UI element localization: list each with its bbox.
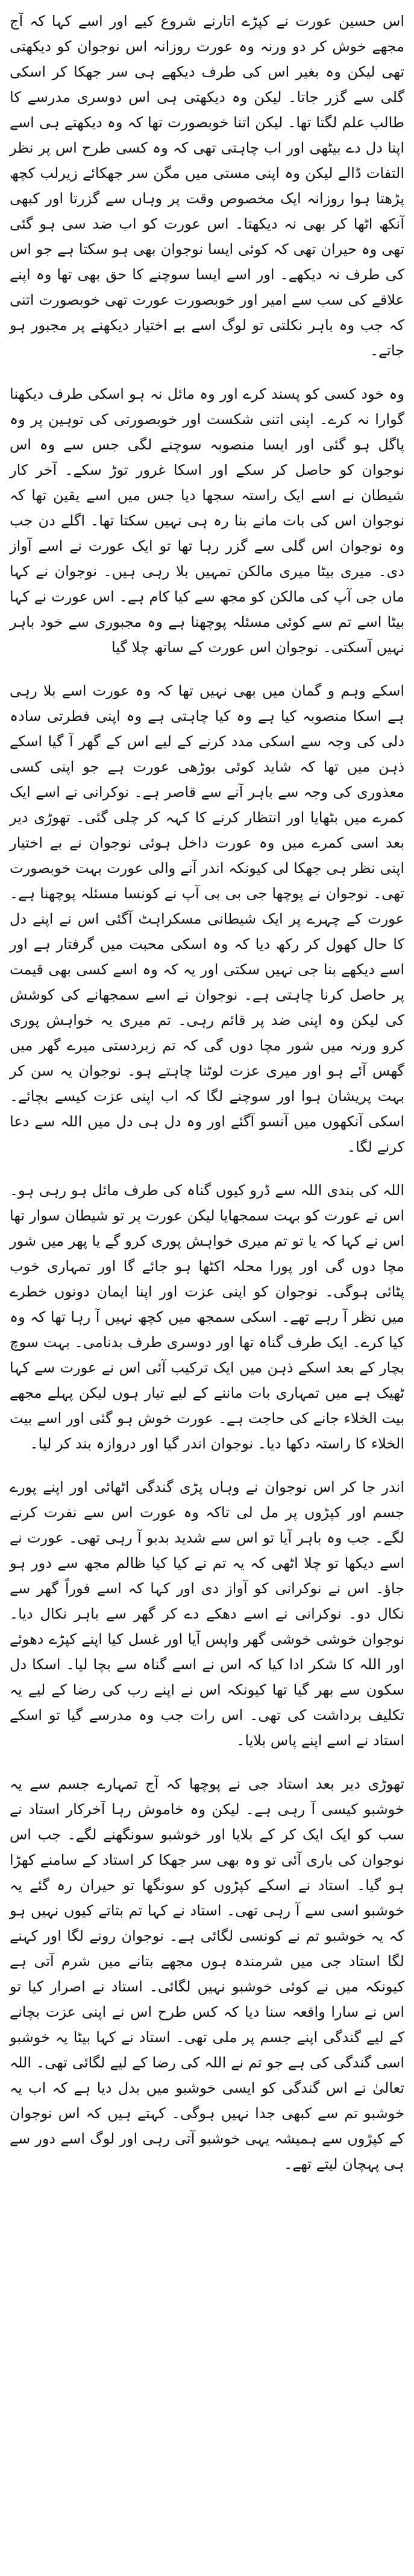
paragraph-5: اندر جا کر اس نوجوان نے وہاں پڑی گندگی اٹھائی اور اپنے پورے جسم اور کپڑوں پر مل لی تاکہ وہ عورت اس سے نفرت کرنے لگے۔ جب وہ باہر آیا تو اس سے شدید بدبو آ رہی تھی۔ عورت نے اسے دیکھا تو چلا اٹھی کہ یہ تم نے کیا کیا ظالم مجھ سے دور ہو جاؤ۔ اس نے نوکرانی کو آواز دی اور کہا کہ اسے فوراً گھر سے نکال دو۔ نوکرانی نے اسے دھکے دے کر گھر سے باہر نکال دیا۔ نوجوان خوشی خوشی گھر واپس آیا اور غسل کیا اپنے کپڑے دھوئے اور اللہ کا شکر ادا کیا کہ اس نے اسے گناہ سے بچا لیا۔ اسکا دل سکون سے بھر گیا تھا کیونکہ اس نے اپنے رب کی رضا کے لیے یہ تکلیف برداشت کی تھی۔ اس رات جب وہ مدرسے گیا تو اسکے استاد نے اسے اپنے پاس بلایا۔ <box>10 1479 404 1749</box>
paragraph-4: اللہ کی بندی اللہ سے ڈرو کیوں گناہ کی طرف مائل ہو رہی ہو۔ اس نے عورت کو بہت سمجھایا لیکن عورت پر تو شیطان سوار تھا اس نے کہا کہ یا تو تم میری خواہش پوری کرو گے یا پھر میں شور مچا دوں گی اور پورا محلہ اکٹھا ہو جائے گا اور تمہاری خوب پٹائی ہوگی۔ نوجوان کو اپنی عزت اور اپنا ایمان دونوں خطرے میں نظر آ رہے تھے۔ اسکی سمجھ میں کچھ نہیں آ رہا تھا کہ وہ کیا کرے۔ ایک طرف گناہ تھا اور دوسری طرف بدنامی۔ بہت سوچ بچار کے بعد اسکے ذہن میں ایک ترکیب آئی اس نے عورت سے کہا ٹھیک ہے میں تمہاری بات ماننے کے لیے تیار ہوں لیکن پہلے مجھے بیت الخلاء جانے کی حاجت ہے۔ عورت خوش ہو گئی اور اسے بیت الخلاء کا راستہ دکھا دیا۔ نوجوان اندر گیا اور دروازہ بند کر لیا۔ <box>10 1182 404 1452</box>
paragraph-1: اس حسین عورت نے کپڑے اتارنے شروع کیے اور اسے کہا کہ آج مجھے خوش کر دو ورنہ وہ عورت روزانہ اس نوجوان کو دیکھتی تھی لیکن وہ بغیر اس کی طرف دیکھے ہی سر جھکا کر اسکی گلی سے گزر جاتا۔ لیکن وہ دیکھتی ہی اس دوسری مدرسے کا طالب علم لگتا تھا۔ لیکن اتنا خوبصورت تھا کہ وہ دیکھتے ہی اسے اپنا دل دے بیٹھی اور اب چاہتی تھی کہ وہ کسی طرح اس پر نظر التفات ڈالے لیکن وہ اپنی مستی میں مگن سر جھکائے زیرلب کچھ پڑھتا ہوا روزانہ ایک مخصوص وقت پر وہاں سے گزرتا اور کبھی آنکھ اٹھا کر بھی نہ دیکھتا۔ اس عورت کو اب ضد سی ہو گئی تھی وہ حیران تھی کہ کوئی ایسا نوجوان بھی ہو سکتا ہے جو اس کی طرف نہ دیکھے۔ اور اسے ایسا سوچنے کا حق بھی تھا وہ اپنے علاقے کی سب سے امیر اور خوبصورت عورت تھی خوبصورت اتنی کہ جب وہ باہر نکلتی تو لوگ اسے بے اختیار دیکھنے پر مجبور ہو جاتے۔ <box>10 13 404 359</box>
paragraph-6: تھوڑی دیر بعد استاد جی نے پوچھا کہ آج تمہارے جسم سے یہ خوشبو کیسی آ رہی ہے۔ لیکن وہ خاموش رہا آخرکار استاد نے سب کو ایک ایک کر کے بلایا اور خوشبو سونگھنے لگے۔ جب اس نوجوان کی باری آئی تو وہ بھی سر جھکا کر استاد کے سامنے کھڑا ہو گیا۔ استاد نے اسکے کپڑوں کو سونگھا تو حیران رہ گئے یہ خوشبو اسی سے آ رہی تھی۔ استاد نے کہا تم بتاتے کیوں نہیں ہو کہ یہ خوشبو تم نے کونسی لگائی ہے۔ نوجوان رونے لگا اور کہنے لگا استاد جی میں شرمندہ ہوں مجھے بتانے میں شرم آتی ہے کیونکہ میں نے کوئی خوشبو نہیں لگائی۔ استاد نے اصرار کیا تو اس نے سارا واقعہ سنا دیا کہ کس طرح اس نے اپنی عزت بچانے کے لیے گندگی اپنے جسم پر ملی تھی۔ استاد نے کہا بیٹا یہ خوشبو اسی گندگی کی ہے جو تم نے اللہ کی رضا کے لیے لگائی تھی۔ اللہ تعالیٰ نے اس گندگی کو ایسی خوشبو میں بدل دیا ہے کہ اب یہ خوشبو تم سے کبھی جدا نہیں ہوگی۔ کہتے ہیں کہ اس نوجوان کے کپڑوں سے ہمیشہ یہی خوشبو آتی رہی اور لوگ اسے دور سے ہی پہچان لیتے تھے۔ <box>10 1775 404 2172</box>
paragraph-3: اسکے وہم و گمان میں بھی نہیں تھا کہ وہ عورت اسے بلا رہی ہے اسکا منصوبہ کیا ہے وہ کیا چاہتی ہے وہ اپنی فطرتی سادہ دلی کی وجہ سے اسکی مدد کرنے کے لیے اس کے گھر آ گیا اسکے ذہن میں تھا کہ شاید کوئی بوڑھی عورت ہے جو اپنی کسی معذوری کی وجہ سے باہر آنے سے قاصر ہے۔ نوکرانی نے اسے ایک کمرے میں بٹھایا اور انتظار کرنے کا کہہ کر چلی گئی۔ تھوڑی دیر بعد اسی کمرے میں وہ عورت داخل ہوئی نوجوان نے بے اختیار اپنی نظر ہی جھکا لی کیونکہ اندر آنے والی عورت بہت خوبصورت تھی۔ نوجوان نے پوچھا جی بی بی آپ نے کونسا مسئلہ پوچھنا ہے۔ عورت کے چہرے پر ایک شیطانی مسکراہٹ آگئی اس نے اپنے دل کا حال کھول کر رکھ دیا کہ وہ اسکی محبت میں گرفتار ہے اور اسے دیکھے بنا جی نہیں سکتی اور یہ کہ وہ اسے کسی بھی قیمت پر حاصل کرنا چاہتی ہے۔ نوجوان نے اسے سمجھانے کی کوشش کی لیکن وہ اپنی ضد پر قائم رہی۔ تم میری یہ خواہش پوری کرو ورنہ میں شور مچا دوں گی کہ تم زبردستی میرے گھر میں گھس آئے ہو اور میری عزت لوٹنا چاہتے ہو۔ نوجوان یہ سن کر بہت پریشان ہوا اور سوچنے لگا کہ اب اپنی عزت کیسے بچائے۔ اسکی آنکھوں میں آنسو آگئے اور وہ دل ہی دل میں اللہ سے دعا کرنے لگا۔ <box>10 682 404 1155</box>
paragraph-2: وہ خود کسی کو پسند کرے اور وہ مائل نہ ہو اسکی طرف دیکھنا گوارا نہ کرے۔ اپنی اتنی شکست اور خوبصورتی کی توہین پر وہ پاگل ہو گئی اور ایسا منصوبہ سوچنے لگی جس سے وہ اس نوجوان کو حاصل کر سکے اور اسکا غرور توڑ سکے۔ آخر کار شیطان نے اسے ایک راستہ سجھا دیا جس میں اسے یقین تھا کہ نوجوان اس کی بات مانے بنا رہ ہی نہیں سکتا تھا۔ اگلے دن جب وہ نوجوان اس گلی سے گزر رہا تھا تو ایک عورت نے اسے آواز دی۔ میری بیٹا میری مالکن تمہیں بلا رہی ہیں۔ نوجوان نے کہا ماں جی آپ کی مالکن کو مجھ سے کیا کام ہے۔ اس عورت نے کہا بیٹا اسے تم سے کوئی مسئلہ پوچھنا ہے وہ مجبوری سے خود باہر نہیں آسکتی۔ نوجوان اس عورت کے ساتھ چلا گیا <box>10 385 404 656</box>
